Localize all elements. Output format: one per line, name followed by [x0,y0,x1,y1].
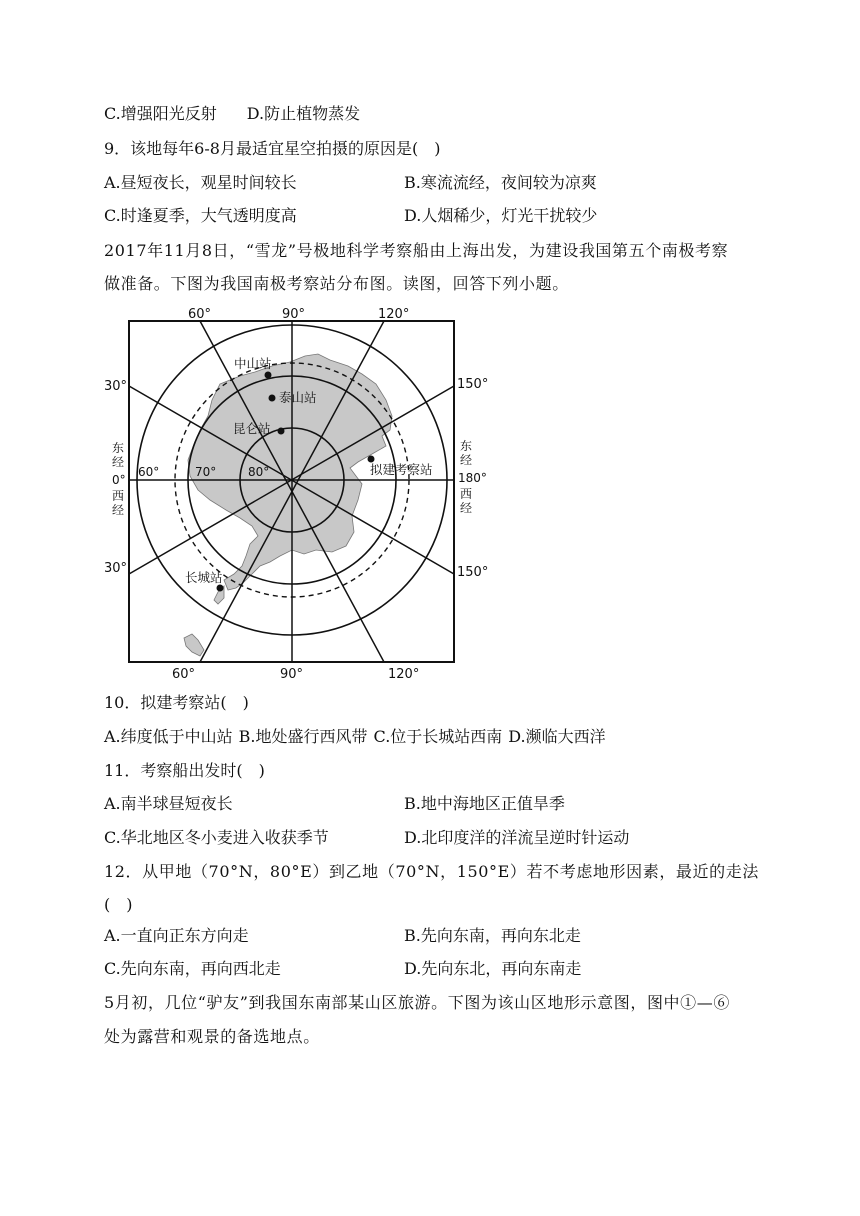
q11-option-c: C.华北地区冬小麦进入收获季节 [104,828,329,847]
q11-option-b: B.地中海地区正值旱季 [404,794,565,813]
zhongshan-station-marker [265,372,272,379]
map-top-label-120: 120° [378,307,410,322]
passage2-line1: 5月初，几位“驴友”到我国东南部某山区旅游。下图为该山区地形示意图，图中①—⑥ [104,993,730,1012]
map-left-label-30-bottom: 30° [104,561,128,576]
q12-option-a: A.一直向正东方向走 [104,926,249,945]
q9-option-d: D.人烟稀少，灯光干扰较少 [404,206,598,225]
map-bottom-label-90: 90° [280,667,304,682]
map-right-label-150-top: 150° [457,377,489,392]
left-east-char2: 经 [112,455,125,469]
q9-stem: 9．该地每年6-8月最适宜星空拍摄的原因是( ) [104,139,441,158]
zhongshan-station-label: 中山站 [234,356,272,371]
passage1-line2: 做准备。下图为我国南极考察站分布图。读图，回答下列小题。 [104,274,569,293]
q12-stem: 12．从甲地（70°N，80°E）到乙地（70°N，150°E）若不考虑地形因素，最近的走法 [104,862,759,881]
q10-option-b: B.地处盛行西风带 [238,727,368,746]
left-east-char1: 东 [112,441,125,455]
q10-option-a: A.纬度低于中山站 [104,727,233,746]
map-top-label-90: 90° [282,307,306,322]
lat-label-60: 60° [138,465,160,479]
q11-stem: 11．考察船出发时( ) [104,761,265,780]
q12-paren: ( ) [104,895,133,914]
q11-option-a: A.南半球昼短夜长 [104,794,233,813]
q12-option-c: C.先向东南，再向西北走 [104,959,281,978]
q9-option-c: C.时逢夏季，大气透明度高 [104,206,297,225]
right-west-char1: 西 [460,487,473,501]
q8-option-c: C.增强阳光反射 [104,104,217,123]
proposed-station-label: 拟建考察站 [370,462,433,477]
left-west-char2: 经 [112,503,125,517]
right-zero-label: 180° [458,471,487,485]
kunlun-station-label: 昆仑站 [233,421,271,436]
left-zero-label: 0° [112,473,126,487]
map-bottom-label-120: 120° [388,667,420,682]
right-east-char2: 经 [460,453,473,467]
changcheng-station-label: 长城站 [185,570,223,585]
taishan-station-label: 泰山站 [279,390,317,405]
right-west-char2: 经 [460,501,473,515]
q12-option-d: D.先向东北，再向东南走 [404,959,582,978]
changcheng-station-marker [217,585,224,592]
q10-option-d: D.濒临大西洋 [508,727,606,746]
lat-label-80: 80° [248,465,270,479]
q11-option-d: D.北印度洋的洋流呈逆时针运动 [404,828,630,847]
q8-options [104,103,360,125]
q10-stem: 10．拟建考察站( ) [104,693,249,712]
map-left-label-30-top: 30° [104,379,128,394]
q8-option-d: D.防止植物蒸发 [246,104,361,123]
kunlun-station-marker [278,428,285,435]
q10-option-c: C.位于长城站西南 [373,727,503,746]
map-bottom-label-60: 60° [172,667,196,682]
q12-option-b: B.先向东南，再向东北走 [404,926,581,945]
q9-option-a: A.昼短夜长，观星时间较长 [104,173,297,192]
map-top-label-60: 60° [188,307,212,322]
left-west-char1: 西 [112,489,125,503]
passage1-line1: 2017年11月8日，“雪龙”号极地科学考察船由上海出发，为建设我国第五个南极考察 [104,241,729,260]
map-svg [100,304,500,686]
passage2-line2: 处为露营和观景的备选地点。 [104,1027,320,1046]
q10-options [104,726,606,748]
q9-option-b: B.寒流流经，夜间较为凉爽 [404,173,597,192]
map-right-label-150-bottom: 150° [457,565,489,580]
antarctic-station-map [100,304,500,686]
lat-label-70: 70° [195,465,217,479]
taishan-station-marker [269,395,276,402]
right-east-char1: 东 [460,439,473,453]
